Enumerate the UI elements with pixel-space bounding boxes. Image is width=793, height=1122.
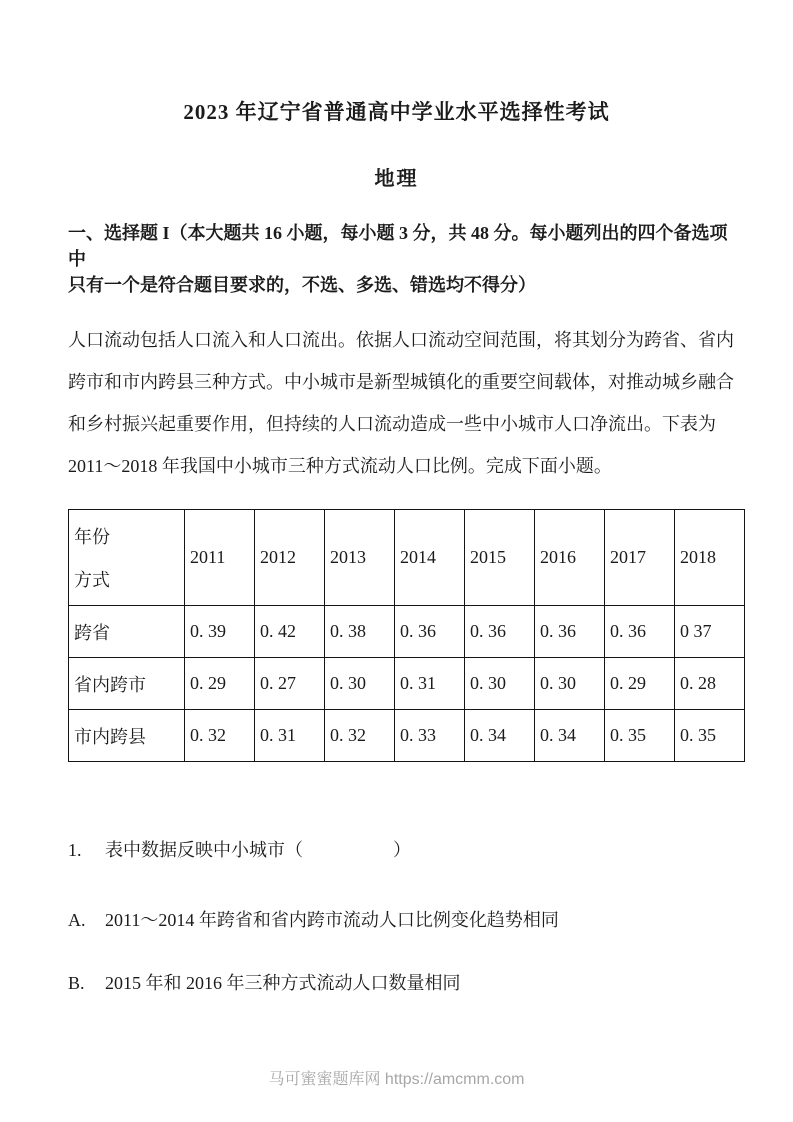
year-header: 2013 xyxy=(325,510,395,606)
table-row xyxy=(69,658,745,710)
year-header: 2016 xyxy=(535,510,605,606)
table-cell: 0. 36 xyxy=(535,606,605,658)
subject-title: 地理 xyxy=(374,168,419,190)
section-instructions-line: 只有一个是符合题目要求的，不选、多选、错选均不得分） xyxy=(68,275,536,295)
option-b-label: B. xyxy=(68,973,85,993)
table-row xyxy=(69,710,745,762)
table-cell: 0. 39 xyxy=(185,606,255,658)
option-b xyxy=(68,971,793,995)
corner-label-mode: 方式 xyxy=(74,570,110,590)
table-cell: 0. 38 xyxy=(325,606,395,658)
table-cell: 0. 29 xyxy=(185,658,255,710)
year-header: 2012 xyxy=(255,510,325,606)
table-cell: 0. 28 xyxy=(675,658,745,710)
option-a-text: 2011～2014 年跨省和省内跨市流动人口比例变化趋势相同 xyxy=(105,910,559,930)
option-a xyxy=(68,908,793,932)
passage-line: 跨市和市内跨县三种方式。中小城市是新型城镇化的重要空间载体，对推动城乡融合 xyxy=(68,372,734,392)
table-cell: 0. 31 xyxy=(255,710,325,762)
table-cell: 0. 36 xyxy=(465,606,535,658)
table-cell: 0. 27 xyxy=(255,658,325,710)
table-cell: 0. 36 xyxy=(605,606,675,658)
table-cell: 0. 32 xyxy=(325,710,395,762)
table-cell: 0. 30 xyxy=(465,658,535,710)
table-cell: 0. 30 xyxy=(325,658,395,710)
year-header: 2015 xyxy=(465,510,535,606)
passage-line: 2011～2018 年我国中小城市三种方式流动人口比例。完成下面小题。 xyxy=(68,456,612,476)
section-instructions-line: 一、选择题 I（本大题共 16 小题，每小题 3 分，共 48 分。每小题列出的四个备选项中 xyxy=(68,223,728,269)
section-instructions xyxy=(68,220,737,298)
passage-line: 和乡村振兴起重要作用，但持续的人口流动造成一些中小城市人口净流出。下表为 xyxy=(68,414,716,434)
row-label: 省内跨市 xyxy=(69,658,185,710)
year-header: 2017 xyxy=(605,510,675,606)
passage xyxy=(68,319,741,487)
table-cell: 0. 35 xyxy=(605,710,675,762)
table-cell: 0. 34 xyxy=(535,710,605,762)
year-header: 2014 xyxy=(395,510,465,606)
table-header-row xyxy=(69,510,745,606)
year-header: 2018 xyxy=(675,510,745,606)
table-cell: 0. 36 xyxy=(395,606,465,658)
passage-line: 人口流动包括人口流入和人口流出。依据人口流动空间范围，将其划分为跨省、省内 xyxy=(68,330,734,350)
year-header: 2011 xyxy=(185,510,255,606)
question-1 xyxy=(68,838,793,862)
page-title: 2023 年辽宁省普通高中学业水平选择性考试 xyxy=(183,100,610,124)
option-b-text: 2015 年和 2016 年三种方式流动人口数量相同 xyxy=(105,973,461,993)
data-table xyxy=(68,509,745,762)
corner-label-year: 年份 xyxy=(74,527,110,547)
row-label: 跨省 xyxy=(69,606,185,658)
table-cell: 0. 29 xyxy=(605,658,675,710)
table-cell: 0. 33 xyxy=(395,710,465,762)
table-cell: 0. 30 xyxy=(535,658,605,710)
table-corner-cell xyxy=(69,510,185,606)
table-cell: 0. 32 xyxy=(185,710,255,762)
footer-watermark: 马可蜜蜜题库网 https://amcmm.com xyxy=(268,1071,525,1088)
question-number: 1. xyxy=(68,840,82,860)
table-row xyxy=(69,606,745,658)
question-text: 表中数据反映中小城市（ ） xyxy=(105,840,411,860)
table-cell: 0. 35 xyxy=(675,710,745,762)
row-label: 市内跨县 xyxy=(69,710,185,762)
table-cell: 0. 42 xyxy=(255,606,325,658)
option-a-label: A. xyxy=(68,910,86,930)
table-cell: 0. 31 xyxy=(395,658,465,710)
table-cell: 0. 34 xyxy=(465,710,535,762)
table-cell: 0 37 xyxy=(675,606,745,658)
